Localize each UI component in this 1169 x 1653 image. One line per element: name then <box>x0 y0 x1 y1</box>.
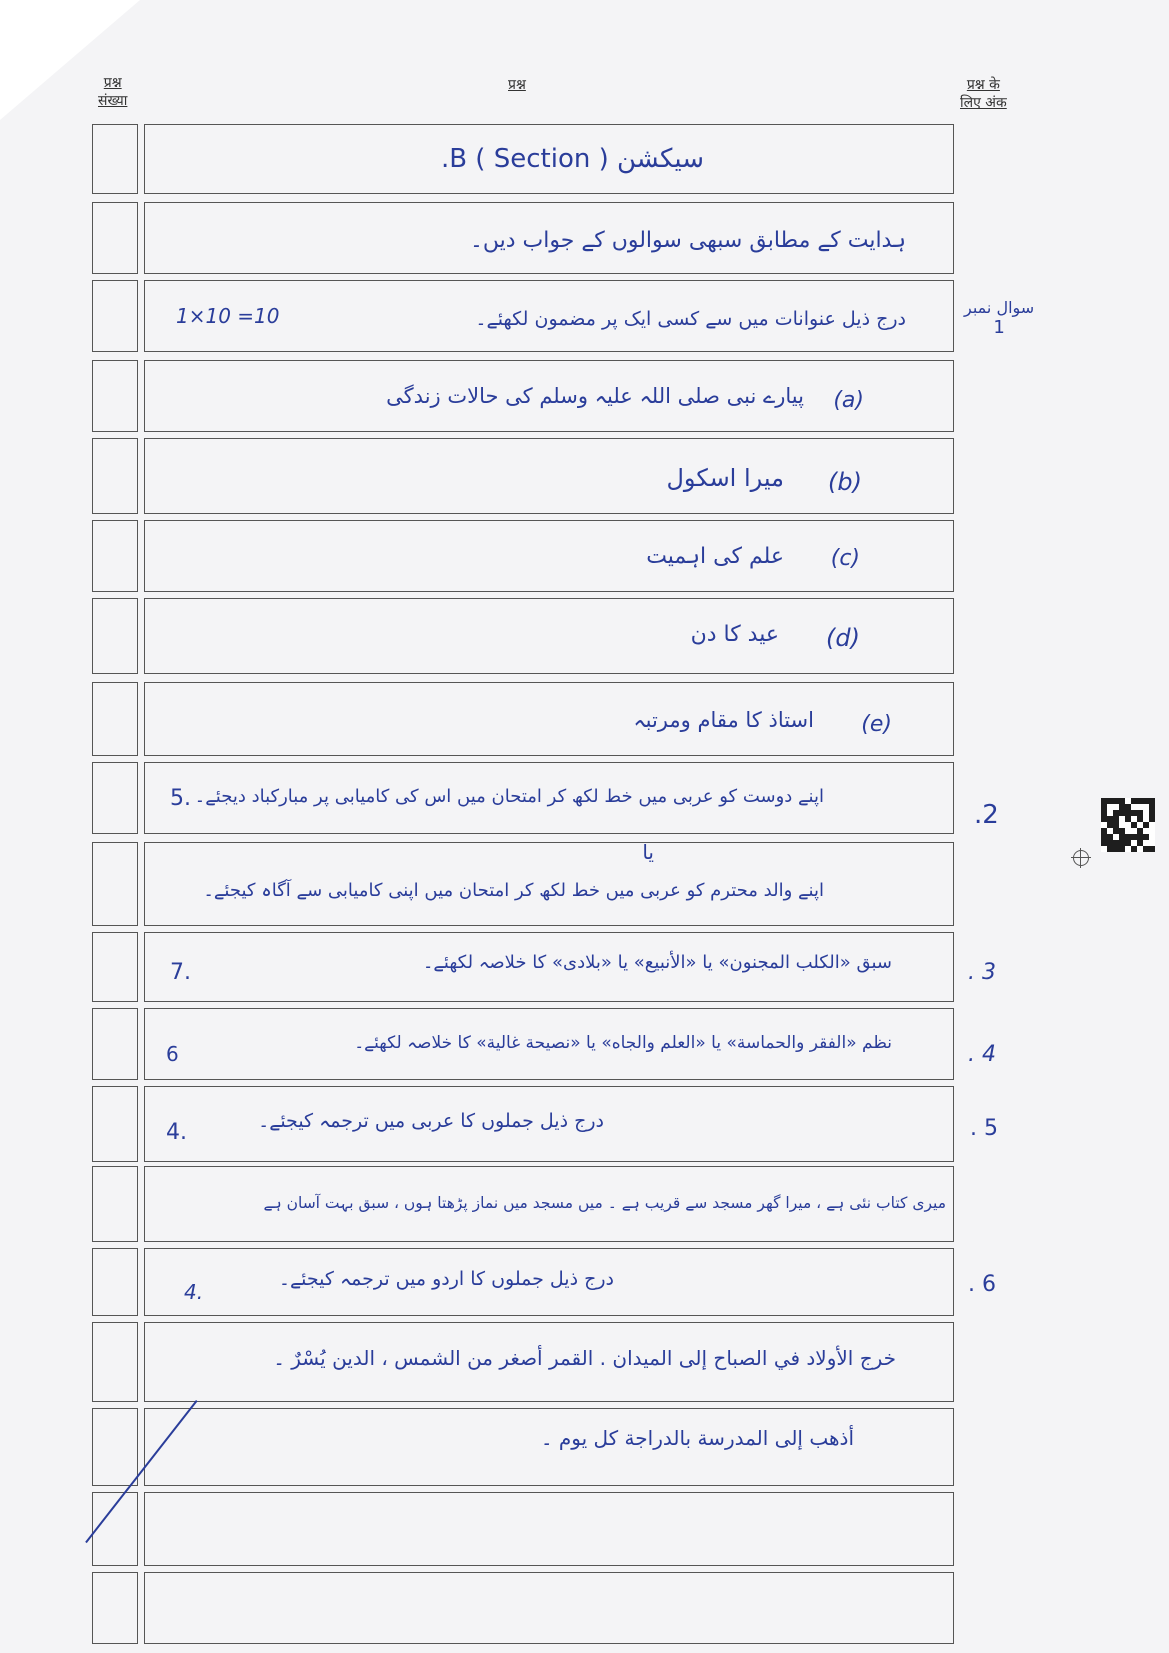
number-cell <box>92 1008 138 1080</box>
number-cell <box>92 682 138 756</box>
table-row <box>92 1248 954 1316</box>
option-label: (e) <box>861 712 892 737</box>
number-cell <box>92 1166 138 1242</box>
content-cell <box>144 1492 954 1566</box>
question-number: . 5 <box>970 1116 998 1141</box>
number-cell <box>92 842 138 926</box>
marks-text: 7. <box>170 960 191 985</box>
question-text: نظم «الفقر والحماسة» یا «العلم والجاه» یا «نصیحة غالیة» کا خلاصہ لکھئے۔ <box>354 1033 892 1053</box>
instruction-text: ہدایت کے مطابق سبھی سوالوں کے جواب دیں۔ <box>470 228 906 253</box>
number-cell <box>92 124 138 194</box>
header-question: प्रश्न <box>508 77 526 93</box>
question-text: اپنے والد محترم کو عربی میں خط لکھ کر امتحان میں اپنی کامیابی سے آگاہ کیجئے۔ <box>203 880 824 901</box>
header-marks: प्रश्न के लिए अंक <box>960 77 1007 111</box>
side-question-number: سوال نمبر 1 <box>964 298 1035 338</box>
question-number: . 3 <box>968 960 996 985</box>
table-row <box>92 762 954 834</box>
table-row <box>92 682 954 756</box>
question-text: درج ذیل عنوانات میں سے کسی ایک پر مضمون لکھئے۔ <box>475 308 906 330</box>
table-row <box>92 202 954 274</box>
table-row <box>92 1492 954 1566</box>
number-cell <box>92 1572 138 1644</box>
question-number: . 6 <box>968 1272 996 1297</box>
table-row <box>92 124 954 194</box>
table-row <box>92 1572 954 1644</box>
number-cell <box>92 1248 138 1316</box>
table-row <box>92 1322 954 1402</box>
question-text: اپنے دوست کو عربی میں خط لکھ کر امتحان میں اس کی کامیابی پر مبارکباد دیجئے۔ <box>194 786 824 807</box>
number-cell <box>92 1322 138 1402</box>
option-text: پیارے نبی صلی اللہ علیہ وسلم کی حالات زندگی <box>386 384 804 408</box>
question-number: . 4 <box>968 1042 996 1067</box>
table-row <box>92 1086 954 1162</box>
registration-mark-icon <box>1073 850 1089 866</box>
table-row <box>92 1408 954 1486</box>
option-label: (c) <box>830 546 860 571</box>
answer-text: أذهب إلى المدرسة بالدراجة كل يوم ۔ <box>540 1426 854 1450</box>
qr-code <box>1101 798 1155 852</box>
or-text: یا <box>642 840 654 864</box>
content-cell <box>144 1572 954 1644</box>
option-label: (b) <box>828 468 862 496</box>
table-row <box>92 932 954 1002</box>
table-row <box>92 280 954 352</box>
table-row <box>92 520 954 592</box>
marks-text: 6 <box>166 1042 179 1066</box>
table-row <box>92 438 954 514</box>
section-title: سیکشن ( Section ) B. <box>440 144 704 174</box>
option-label: (a) <box>833 388 864 413</box>
header-question-number: प्रश्न संख्या <box>98 75 128 109</box>
number-cell <box>92 280 138 352</box>
option-text: استاذ کا مقام ومرتبہ <box>633 708 814 732</box>
question-number: .2 <box>974 800 999 830</box>
option-text: عید کا دن <box>690 622 779 647</box>
option-label: (d) <box>826 624 860 652</box>
table-row <box>92 1008 954 1080</box>
number-cell <box>92 520 138 592</box>
answer-text: میری کتاب نئی ہے ، میرا گھر مسجد سے قریب ہے ۔ میں مسجد میں نماز پڑھتا ہوں ، سبق بہت آسان ہے <box>263 1194 946 1212</box>
option-text: میرا اسکول <box>666 464 784 492</box>
content-cell <box>144 682 954 756</box>
table-row <box>92 360 954 432</box>
number-cell <box>92 762 138 834</box>
number-cell <box>92 1408 138 1486</box>
number-cell <box>92 438 138 514</box>
question-text: درج ذیل جملوں کا عربی میں ترجمہ کیجئے۔ <box>258 1110 604 1132</box>
number-cell <box>92 598 138 674</box>
marks-text: 4. <box>184 1280 204 1304</box>
option-text: علم کی اہمیت <box>646 544 784 569</box>
question-text: سبق «الکلب المجنون» یا «الأنبیع» یا «بلادی» کا خلاصہ لکھئے۔ <box>422 952 892 973</box>
table-row <box>92 598 954 674</box>
number-cell <box>92 360 138 432</box>
marks-text: 5. <box>170 786 191 811</box>
question-text: درج ذیل جملوں کا اردو میں ترجمہ کیجئے۔ <box>278 1268 614 1290</box>
answer-text: خرج الأولاد في الصباح إلى الميدان . القمر أصغر من الشمس ، الدين يُسْرٌ ۔ <box>273 1346 896 1370</box>
table-row <box>92 842 954 926</box>
number-cell <box>92 202 138 274</box>
marks-text: 1×10 =10 <box>176 304 280 328</box>
table-row <box>92 1166 954 1242</box>
number-cell <box>92 1086 138 1162</box>
number-cell <box>92 932 138 1002</box>
marks-text: 4. <box>166 1120 187 1145</box>
